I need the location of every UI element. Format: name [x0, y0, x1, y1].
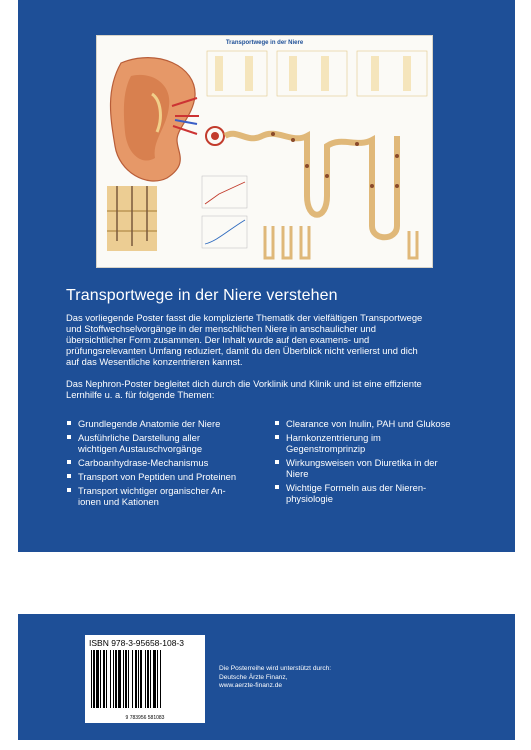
list-item: Carboanhydrase-Mechanismus [66, 457, 266, 468]
isbn-label: ISBN 978-3-95658-108-3 [89, 638, 184, 648]
list-item: Clearance von Inulin, PAH und Glukose [274, 418, 474, 429]
list-item: Ausführliche Darstellung aller wichtigen Austauschvorgänge [66, 432, 266, 454]
intro-line: übersichtlicher Form zusammen. Der Inhalt wurde auf den examens- und [66, 334, 370, 345]
intro-paragraph [66, 312, 486, 367]
sponsor-line: Die Posterreihe wird unterstützt durch: [219, 665, 332, 672]
section-heading: Transportwege in der Niere verstehen [66, 287, 338, 304]
intro-line: prüfungsrelevanten Umfang reduziert, damit du den Überblick nicht verlierst und dich [66, 345, 418, 356]
topics-intro-paragraph [66, 378, 486, 400]
list-item: Wichtige Formeln aus der Nieren- physiologie [274, 482, 474, 504]
poster-title: Transportwege in der Niere [225, 40, 304, 46]
topics-intro-line: Lernhilfe u. a. für folgende Themen: [66, 389, 215, 400]
barcode-image [89, 650, 201, 710]
list-item: Transport von Peptiden und Proteinen [66, 471, 266, 482]
poster-preview-image [96, 35, 433, 268]
topics-list-right [274, 418, 474, 507]
poster-illustration [97, 36, 432, 267]
list-item: Harnkonzentrierung im Gegenstromprinzip [274, 432, 474, 454]
barcode-number: 9 783956 581083 [125, 715, 165, 721]
intro-line: auf das Wesentliche konzentrieren kannst. [66, 356, 243, 367]
barcode-box [85, 635, 205, 723]
list-item: Wirkungsweisen von Diuretika in der Niere [274, 457, 474, 479]
list-item: Grundlegende Anatomie der Niere [66, 418, 266, 429]
sponsor-line: www.aerzte-finanz.de [219, 682, 283, 689]
topics-list-left [66, 418, 266, 510]
sponsor-note [219, 665, 331, 691]
topics-intro-line: Das Nephron-Poster begleitet dich durch die Vorklinik und Klinik und ist eine effiziente [66, 378, 422, 389]
sponsor-line: Deutsche Ärzte Finanz, [219, 673, 288, 681]
list-item: Transport wichtiger organischer An- ionen und Kationen [66, 485, 266, 507]
intro-line: Das vorliegende Poster fasst die komplizierte Thematik der vielfältigen Transportwege [66, 312, 423, 323]
intro-line: und Stoffwechselvorgänge in der menschlichen Niere in anschaulicher und [66, 323, 376, 334]
